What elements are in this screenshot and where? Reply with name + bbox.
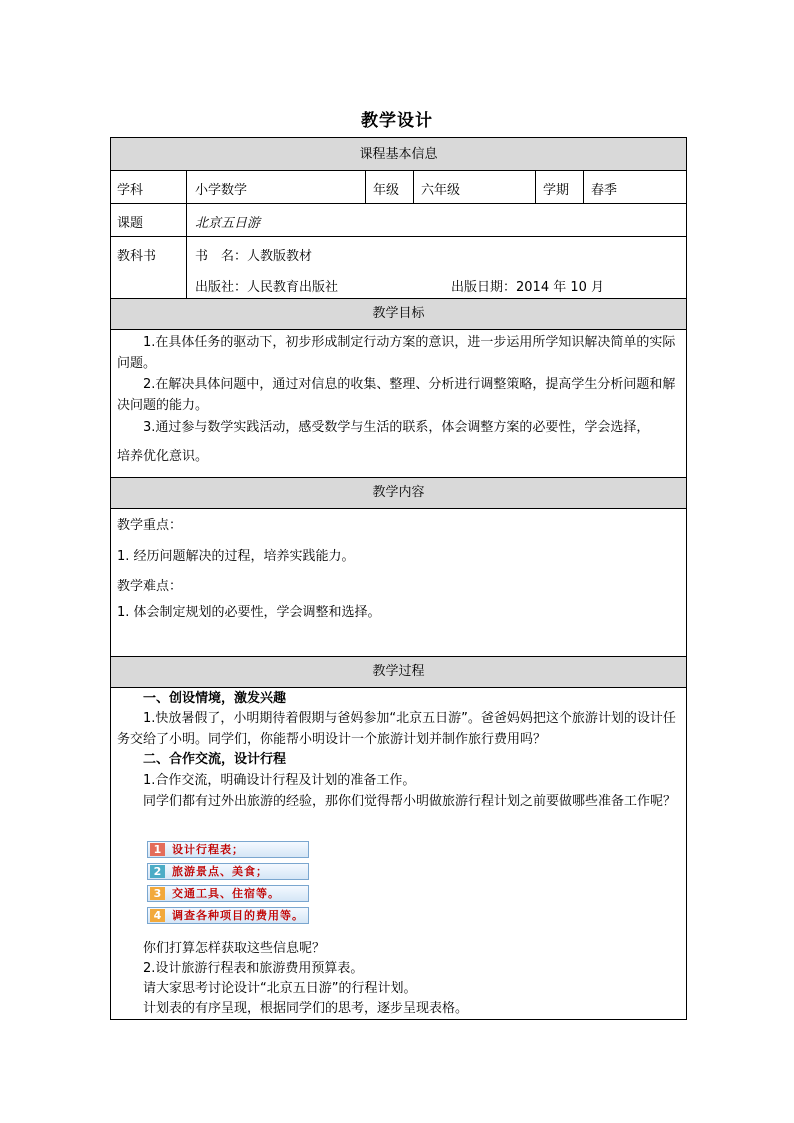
objectives-header: 教学目标 [111, 299, 686, 330]
process-paragraph-6: 请大家思考讨论设计“北京五日游”的行程计划。 [143, 981, 417, 996]
process-paragraph-4: 你们打算怎样获取这些信息呢？ [143, 941, 326, 956]
prep-list-item: 3 交通工具、住宿等。 [147, 885, 309, 902]
prep-list-item: 2 旅游景点、美食； [147, 863, 309, 880]
topic-value: 北京五日游 [195, 216, 261, 231]
subject-row [111, 171, 686, 204]
section-2-title: 二、合作交流，设计行程 [143, 752, 287, 767]
topic-label: 课题 [117, 216, 144, 231]
prep-list-item: 1 设计行程表； [147, 841, 309, 858]
grade-value: 六年级 [421, 183, 461, 198]
process-paragraph-7: 计划表的有序呈现，根据同学们的思考，逐步呈现表格。 [143, 1001, 469, 1016]
term-label: 学期 [543, 183, 570, 198]
content-header: 教学内容 [111, 478, 686, 509]
subject-label: 学科 [117, 183, 144, 198]
document-title: 教学设计 [361, 111, 433, 131]
difficult-points-label: 教学难点： [117, 579, 183, 594]
topic-row [111, 204, 686, 237]
difficult-point-1: 1. 体会制定规划的必要性，学会调整和选择。 [117, 605, 381, 620]
process-paragraph-5: 2.设计旅游行程表和旅游费用预算表。 [143, 961, 364, 976]
textbook-row [111, 237, 686, 299]
prep-list-item: 4 调查各种项目的费用等。 [147, 907, 309, 924]
section-1-title: 一、创设情境，激发兴趣 [143, 691, 287, 706]
textbook-label: 教科书 [117, 249, 157, 264]
objective-2: 2.在解决具体问题中，通过对信息的收集、整理、分析进行调整策略，提高学生分析问题和解决问题的能力。 [117, 377, 676, 413]
grade-label: 年级 [373, 183, 400, 198]
objectives-body [111, 330, 686, 478]
objective-1: 1.在具体任务的驱动下，初步形成制定行动方案的意识，进一步运用所学知识解决简单的实际问题。 [117, 335, 676, 371]
objective-3-cont: 培养优化意识。 [117, 449, 209, 464]
publication-date: 出版日期：2014 年 10 月 [451, 280, 605, 295]
objective-3: 3.通过参与数学实践活动，感受数学与生活的联系，体会调整方案的必要性，学会选择， [143, 420, 650, 435]
book-name: 书 名：人教版教材 [195, 249, 313, 264]
content-body [111, 509, 686, 657]
key-points-label: 教学重点： [117, 518, 183, 533]
subject-value: 小学数学 [195, 183, 248, 198]
process-body [111, 688, 686, 1019]
key-point-1: 1. 经历问题解决的过程，培养实践能力。 [117, 549, 355, 564]
process-paragraph-3: 同学们都有过外出旅游的经验，那你们觉得帮小明做旅游行程计划之前要做哪些准备工作呢？ [143, 794, 677, 809]
process-paragraph-2: 1.合作交流，明确设计行程及计划的准备工作。 [143, 773, 416, 788]
process-header: 教学过程 [111, 657, 686, 688]
lesson-plan-table [110, 137, 687, 1020]
process-paragraph-1: 1.快放暑假了，小明期待着假期与爸妈参加“北京五日游”。爸爸妈妈把这个旅游计划的设计任务交给了小明。同学们，你能帮小明设计一个旅游计划并制作旅行费用吗？ [117, 711, 676, 747]
term-value: 春季 [591, 183, 618, 198]
publisher: 出版社：人民教育出版社 [195, 280, 339, 295]
basic-info-header: 课程基本信息 [111, 138, 686, 171]
